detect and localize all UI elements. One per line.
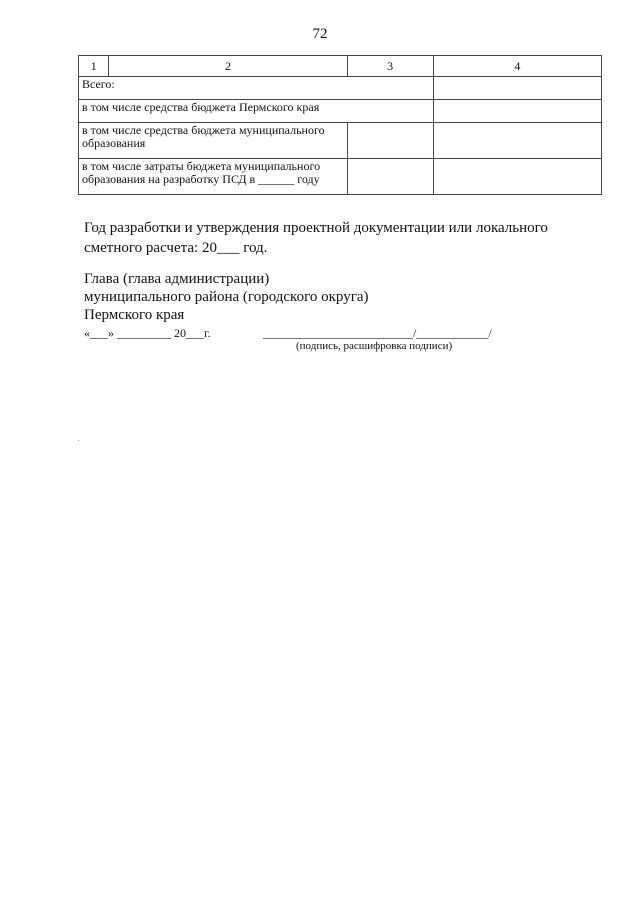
signatory-title-line3: Пермского края: [84, 307, 185, 323]
row-label-psd-costs: в том числе затраты бюджета муниципального образования на разработку ПСД в ______ году: [79, 159, 348, 195]
table-row: [79, 100, 602, 123]
scan-speck: [78, 440, 79, 441]
table-row: [79, 77, 602, 100]
signature-line: _________________________/____________/: [263, 326, 492, 340]
table-cell-empty: [433, 123, 601, 159]
table-cell-empty: [347, 123, 433, 159]
page-number: 72: [312, 26, 328, 42]
table-header-cell: 2: [109, 56, 347, 77]
table-cell-empty: [433, 159, 601, 195]
table-cell-empty: [347, 159, 433, 195]
row-label-total: Всего:: [79, 77, 434, 100]
table-row: [79, 159, 602, 195]
row-label-municipal-budget: в том числе средства бюджета муниципального образования: [79, 123, 348, 159]
date-line: «___» _________ 20___г.: [84, 326, 211, 340]
design-year-paragraph: Год разработки и утверждения проектной документации или локального сметного расчета: 20___ год.: [84, 220, 548, 256]
table-header-row: [79, 56, 602, 77]
table-header-cell: 4: [433, 56, 601, 77]
table-cell-empty: [433, 77, 601, 100]
signatory-block: [84, 270, 584, 324]
table-header-cell: 3: [347, 56, 433, 77]
row-label-perm-budget: в том числе средства бюджета Пермского края: [79, 100, 434, 123]
signatory-title-line1: Глава (глава администрации): [84, 271, 270, 287]
table-header-cell: 1: [79, 56, 109, 77]
signature-caption: (подпись, расшифровка подписи): [296, 340, 453, 352]
table-cell-empty: [433, 100, 601, 123]
budget-table: [78, 55, 602, 195]
signatory-title-line2: муниципального района (городского округа): [84, 289, 369, 305]
table-row: [79, 123, 602, 159]
